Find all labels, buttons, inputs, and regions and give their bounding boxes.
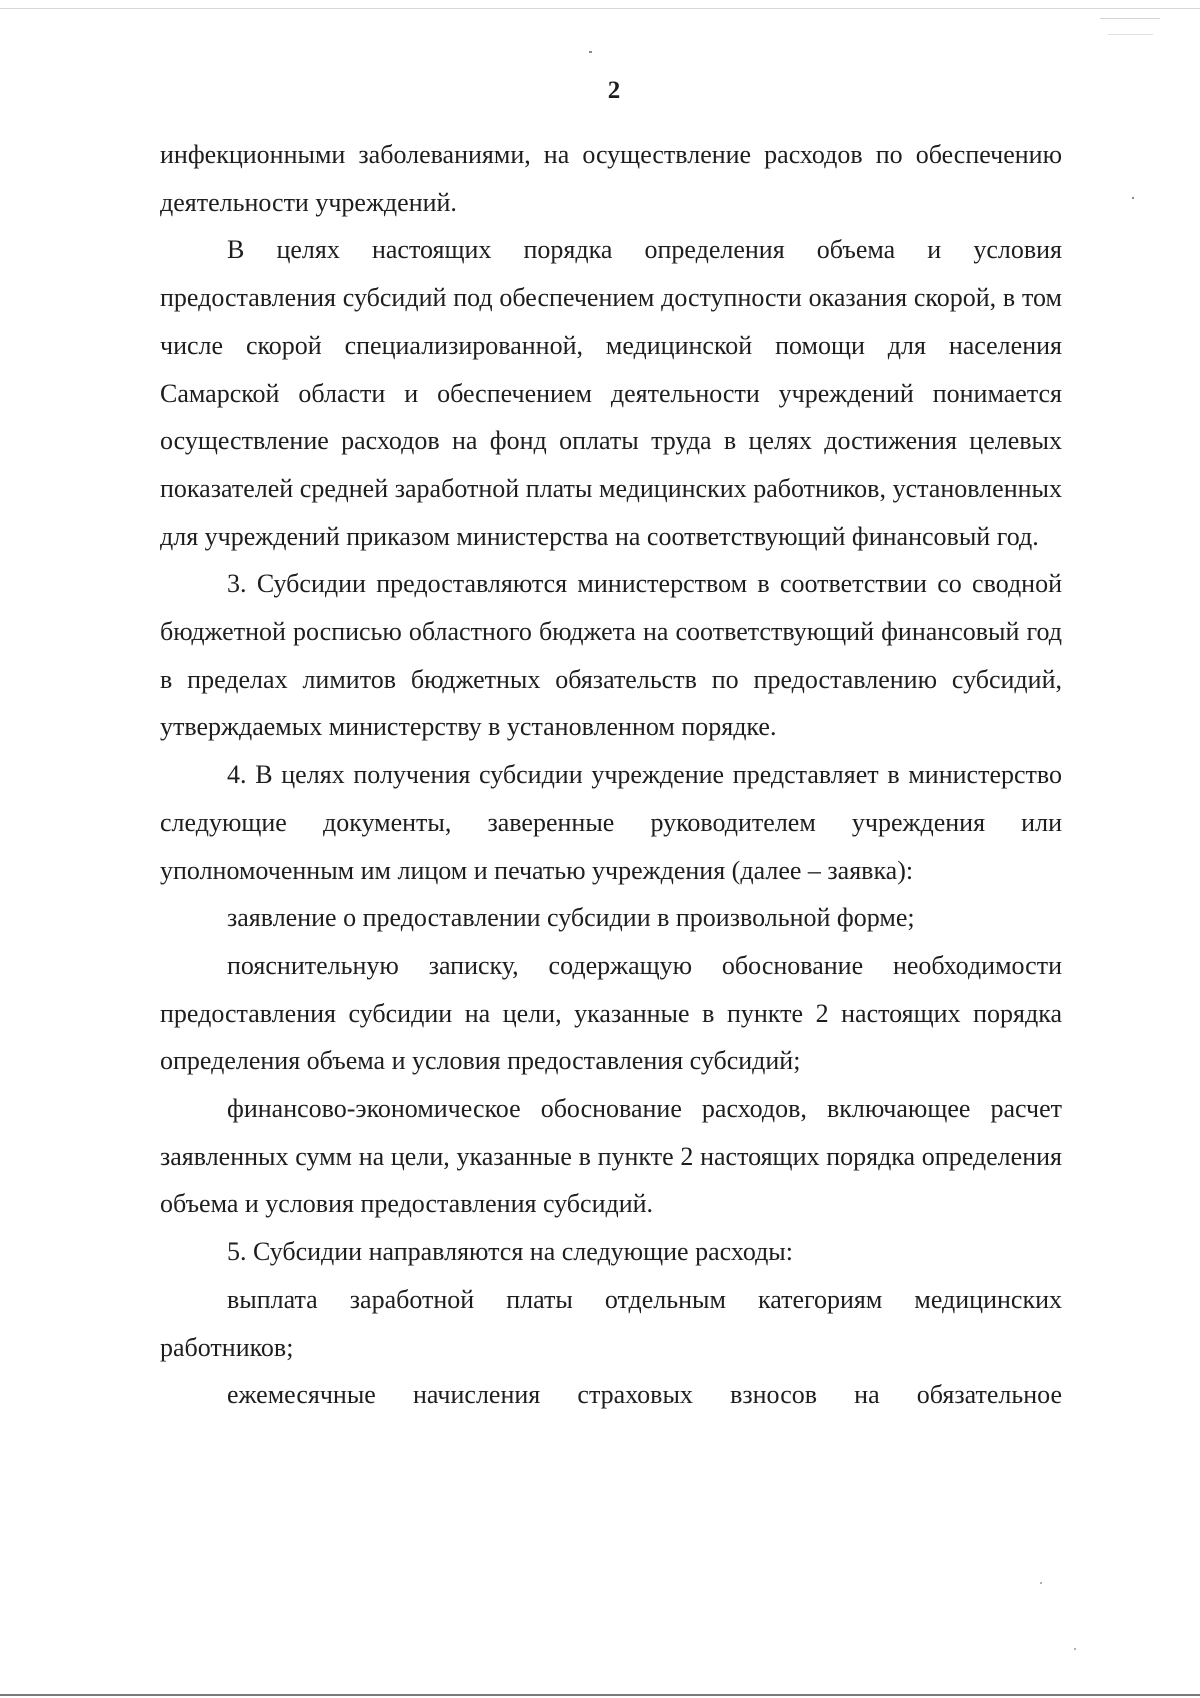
scan-dot: [1074, 1648, 1076, 1650]
paragraph-continuation: инфекционными заболеваниями, на осуществление расходов по обеспечению деятельности учреждений.: [160, 140, 1062, 217]
list-item-application: заявление о предоставлении субсидии в произвольной форме;: [227, 903, 915, 933]
list-item-economic-justification: финансово-экономическое обоснование расходов, включающее расчет заявленных сумм на цели, указанные в пункте 2 настоящих порядка определения объема и условия предоставления субсидий.: [160, 1094, 1062, 1219]
paragraph-definition: В целях настоящих порядка определения объема и условия предоставления субсидий под обеспечением доступности оказания скорой, в том числе скорой специализированной, медицинской помощи для населения Самарской области и обеспечением деятельности учреждений понимается осуществление расходов на фонд оплаты труда в целях достижения целевых показателей средней заработной платы медицинских работников, установленных для учреждений приказом министерства на соответствующий финансовый год.: [160, 235, 1062, 551]
paragraph-section-4: 4. В целях получения субсидии учреждение представляет в министерство следующие документы, заверенные руководителем учреждения или уполномоченным им лицом и печатью учреждения (далее – заявка):: [160, 760, 1062, 885]
list-item-insurance-contributions: ежемесячные начисления страховых взносов на обязательное: [227, 1380, 1062, 1410]
document-body: [160, 131, 1062, 1419]
list-item-salary: выплата заработной платы отдельным категориям медицинских работников;: [160, 1284, 1062, 1362]
paragraph-section-5: 5. Субсидии направляются на следующие расходы:: [227, 1237, 793, 1267]
page-number: 2: [607, 77, 621, 104]
list-item-explanatory-note: пояснительную записку, содержащую обоснование необходимости предоставления субсидии на цели, указанные в пункте 2 настоящих порядка определения объема и условия предоставления субсидий;: [160, 950, 1062, 1076]
scan-dot: [589, 51, 592, 53]
scan-speckle: [1108, 34, 1153, 35]
top-scan-edge-line: [0, 8, 1200, 9]
bottom-scan-edge-line: [0, 1694, 1200, 1696]
scan-speckle: [1100, 18, 1160, 19]
paragraph-section-3: 3. Субсидии предоставляются министерством в соответствии со сводной бюджетной росписью областного бюджета на соответствующий финансовый год в пределах лимитов бюджетных обязательств по предоставлению субсидий, утверждаемых министерству в установленном порядке.: [160, 569, 1062, 742]
scan-dot: [1040, 1582, 1042, 1584]
scan-dot: [1132, 197, 1134, 199]
